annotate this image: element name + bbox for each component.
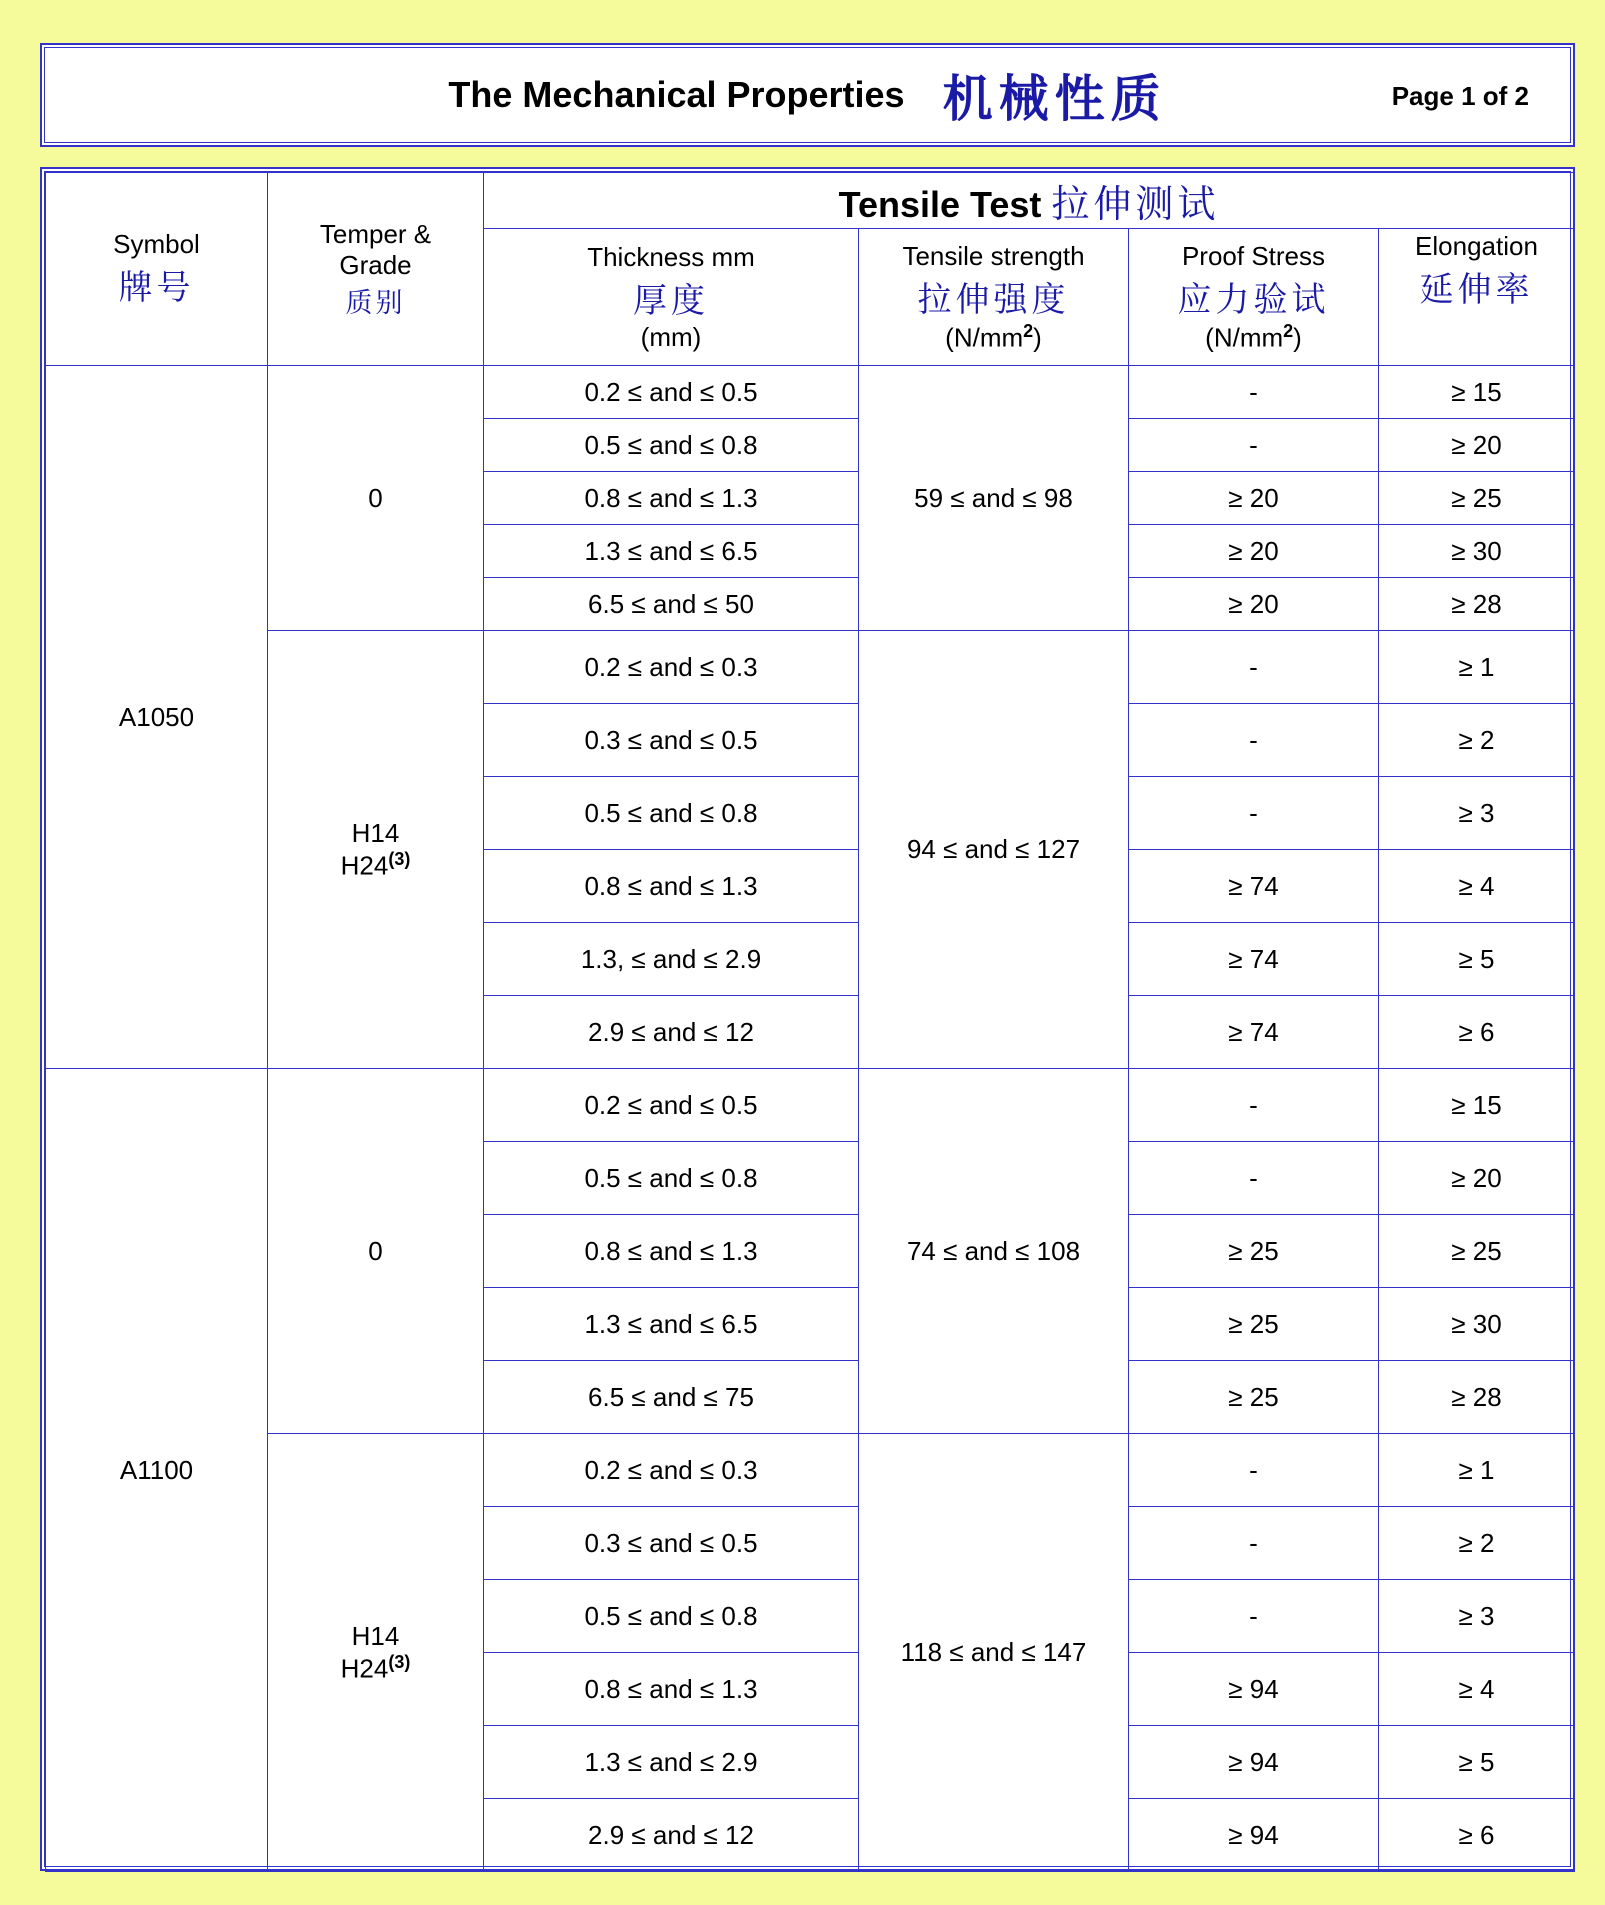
properties-table-frame [40,167,1575,1871]
thickness-cell: 0.8 ≤ and ≤ 1.3 [484,472,859,525]
symbol-cell: A1100 [46,1069,268,1872]
proof-stress-cell: - [1129,704,1379,777]
proof-stress-cell: ≥ 20 [1129,525,1379,578]
proof-stress-cell: - [1129,1580,1379,1653]
thickness-cell: 0.5 ≤ and ≤ 0.8 [484,777,859,850]
table-row [46,1434,1575,1507]
proof-stress-cell: ≥ 74 [1129,850,1379,923]
title-banner [40,43,1575,147]
proof-stress-header: Proof Stress 应力验试 $(N/mm^2)$ [1129,229,1379,366]
elongation-cell: ≥ 2 [1379,704,1575,777]
proof-stress-cell: - [1129,777,1379,850]
elongation-cell: ≥ 1 [1379,631,1575,704]
elongation-cell: ≥ 6 [1379,1799,1575,1872]
elongation-cell: ≥ 5 [1379,1726,1575,1799]
proof-stress-cell: - [1129,1069,1379,1142]
elongation-cell: ≥ 30 [1379,1288,1575,1361]
thickness-cell: 1.3 ≤ and ≤ 6.5 [484,1288,859,1361]
elongation-cell: ≥ 3 [1379,1580,1575,1653]
elongation-cell: ≥ 4 [1379,1653,1575,1726]
thickness-cell: 0.3 ≤ and ≤ 0.5 [484,704,859,777]
temper-label: H14 [351,817,400,848]
table-row [46,366,1575,419]
thickness-cell: 2.9 ≤ and ≤ 12 [484,1799,859,1872]
thickness-cell: 0.8 ≤ and ≤ 1.3 [484,1215,859,1288]
mechanical-properties-table [45,172,1575,1872]
thickness-cell: 0.8 ≤ and ≤ 1.3 [484,1653,859,1726]
elongation-cell: ≥ 15 [1379,366,1575,419]
thickness-cell: 0.5 ≤ and ≤ 0.8 [484,1580,859,1653]
proof-stress-cell: ≥ 25 [1129,1361,1379,1434]
proof-stress-cell: - [1129,1142,1379,1215]
page-title [42,45,1573,145]
proof-stress-cell: ≥ 20 [1129,578,1379,631]
tensile-test-header: Tensile Test 拉伸测试 [484,173,1575,229]
tensile-strength-cell: 59 ≤ and ≤ 98 [859,366,1129,631]
thickness-cell: 1.3 ≤ and ≤ 6.5 [484,525,859,578]
elongation-cell: ≥ 6 [1379,996,1575,1069]
thickness-cell: 6.5 ≤ and ≤ 75 [484,1361,859,1434]
temper-label-alt: H24$^{(3)}$ [340,848,411,881]
temper-cell [268,1434,484,1872]
elongation-cell: ≥ 4 [1379,850,1575,923]
thickness-header: Thickness mm 厚度 (mm) [484,229,859,366]
thickness-cell: 0.5 ≤ and ≤ 0.8 [484,419,859,472]
proof-stress-cell: ≥ 74 [1129,996,1379,1069]
temper-label: 0 [368,482,383,513]
thickness-cell: 0.2 ≤ and ≤ 0.5 [484,1069,859,1142]
proof-stress-cell: ≥ 20 [1129,472,1379,525]
elongation-cell: ≥ 15 [1379,1069,1575,1142]
table-row [46,1069,1575,1142]
tensile-strength-cell: 118 ≤ and ≤ 147 [859,1434,1129,1872]
temper-cell [268,631,484,1069]
tensile-strength-header: Tensile strength 拉伸强度 $(N/mm^2)$ [859,229,1129,366]
thickness-cell: 0.3 ≤ and ≤ 0.5 [484,1507,859,1580]
symbol-header: Symbol 牌号 [46,173,268,366]
proof-stress-cell: ≥ 94 [1129,1726,1379,1799]
elongation-cell: ≥ 28 [1379,1361,1575,1434]
proof-stress-cell: - [1129,419,1379,472]
thickness-cell: 0.2 ≤ and ≤ 0.3 [484,631,859,704]
proof-stress-cell: ≥ 25 [1129,1215,1379,1288]
elongation-cell: ≥ 20 [1379,1142,1575,1215]
thickness-cell: 0.2 ≤ and ≤ 0.5 [484,366,859,419]
elongation-cell: ≥ 28 [1379,578,1575,631]
proof-stress-cell: ≥ 94 [1129,1653,1379,1726]
temper-cell [268,366,484,631]
footnote-marker: (3) [388,848,411,869]
title-english: The Mechanical Properties [448,74,905,115]
temper-label: H14 [351,1620,400,1651]
table-row [46,631,1575,704]
proof-stress-cell: - [1129,631,1379,704]
tensile-strength-cell: 74 ≤ and ≤ 108 [859,1069,1129,1434]
elongation-cell: ≥ 3 [1379,777,1575,850]
proof-stress-cell: ≥ 25 [1129,1288,1379,1361]
proof-stress-cell: ≥ 94 [1129,1799,1379,1872]
elongation-cell: ≥ 2 [1379,1507,1575,1580]
elongation-header: Elongation 延伸率 [1379,229,1575,366]
elongation-cell: ≥ 25 [1379,472,1575,525]
proof-stress-cell: - [1129,1507,1379,1580]
proof-stress-cell: - [1129,366,1379,419]
elongation-cell: ≥ 30 [1379,525,1575,578]
temper-label-alt: H24$^{(3)}$ [340,1651,411,1684]
proof-stress-cell: ≥ 74 [1129,923,1379,996]
temper-cell [268,1069,484,1434]
elongation-cell: ≥ 20 [1379,419,1575,472]
elongation-cell: ≥ 5 [1379,923,1575,996]
thickness-cell: 1.3 ≤ and ≤ 2.9 [484,1726,859,1799]
elongation-cell: ≥ 25 [1379,1215,1575,1288]
proof-stress-cell: - [1129,1434,1379,1507]
temper-header: Temper & Grade 质别 [268,173,484,366]
temper-label: 0 [368,1235,383,1266]
tensile-strength-cell: 94 ≤ and ≤ 127 [859,631,1129,1069]
thickness-cell: 6.5 ≤ and ≤ 50 [484,578,859,631]
thickness-cell: 0.5 ≤ and ≤ 0.8 [484,1142,859,1215]
elongation-cell: ≥ 1 [1379,1434,1575,1507]
thickness-cell: 0.8 ≤ and ≤ 1.3 [484,850,859,923]
symbol-cell: A1050 [46,366,268,1069]
thickness-cell: 1.3, ≤ and ≤ 2.9 [484,923,859,996]
footnote-marker: (3) [388,1651,411,1672]
thickness-cell: 0.2 ≤ and ≤ 0.3 [484,1434,859,1507]
thickness-cell: 2.9 ≤ and ≤ 12 [484,996,859,1069]
title-chinese: 机械性质 [942,69,1167,128]
page-number: Page 1 of 2 [1391,81,1529,111]
